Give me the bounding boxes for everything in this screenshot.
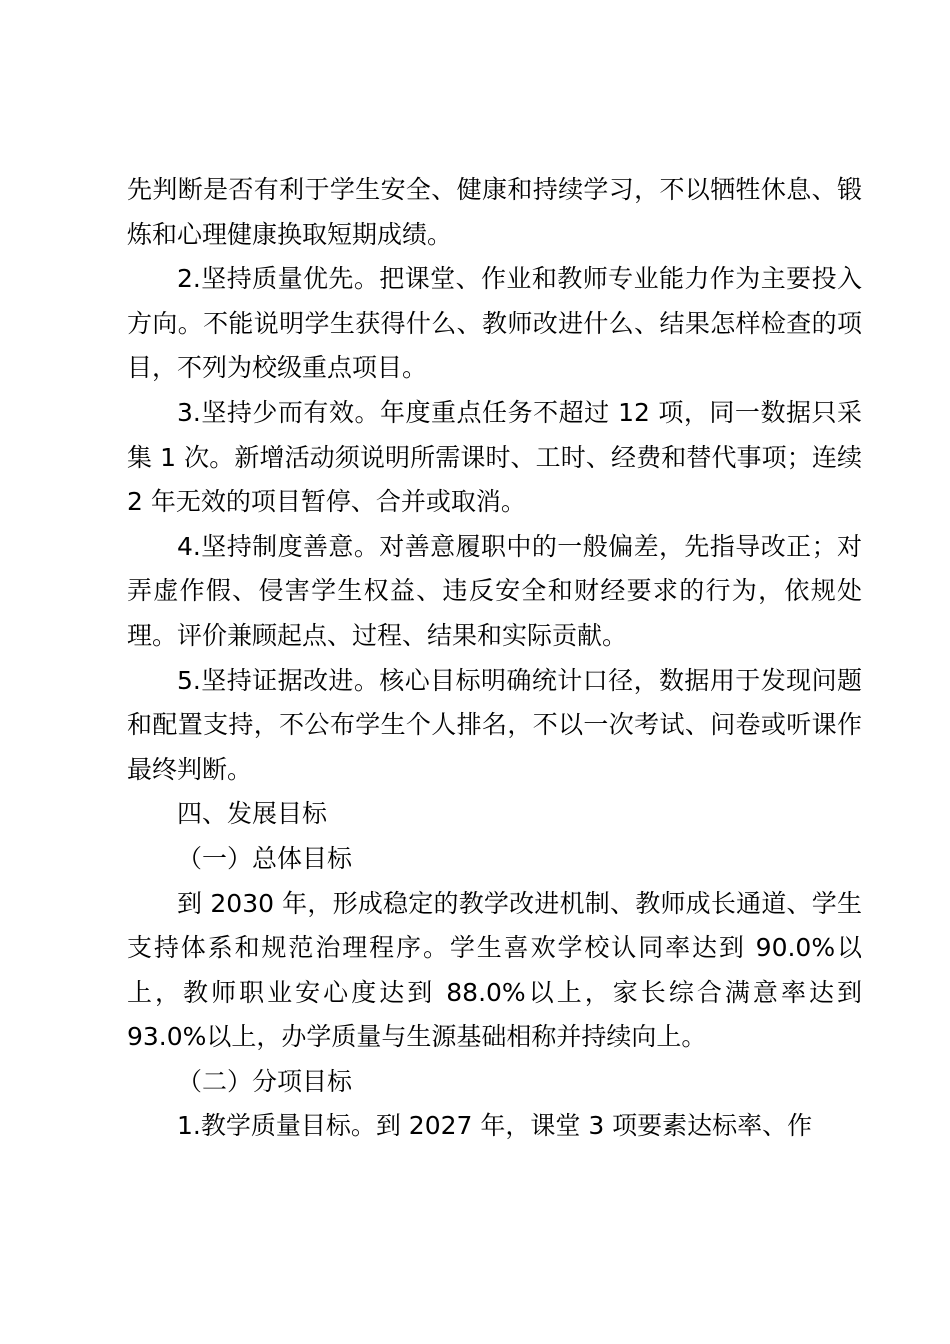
paragraph-overall-goal: 到 2030 年，形成稳定的教学改进机制、教师成长通道、学生支持体系和规范治理程序。学生喜欢学校认同率达到 90.0%以上，教师职业安心度达到 88.0%以上，家长综合满意率达到 93.0%以上，办学质量与生源基础相称并持续向上。 — [127, 888, 862, 1052]
section-heading-development-goals: 四、发展目标 — [177, 799, 328, 829]
paragraph-principle-3: 3.坚持少而有效。年度重点任务不超过 12 项，同一数据只采集 1 次。新增活动须说明所需课时、工时、经费和替代事项；连续 2 年无效的项目暂停、合并或取消。 — [127, 397, 862, 517]
document-body — [127, 168, 862, 1149]
subsection-heading-specific-goals: （二）分项目标 — [177, 1066, 353, 1096]
paragraph-continuation: 先判断是否有利于学生安全、健康和持续学习，不以牺牲休息、锻炼和心理健康换取短期成绩。 — [127, 175, 862, 249]
paragraph-principle-2: 2.坚持质量优先。把课堂、作业和教师专业能力作为主要投入方向。不能说明学生获得什么、教师改进什么、结果怎样检查的项目，不列为校级重点项目。 — [127, 264, 862, 383]
subsection-heading-overall-goal: （一）总体目标 — [177, 843, 353, 873]
paragraph-principle-4: 4.坚持制度善意。对善意履职中的一般偏差，先指导改正；对弄虚作假、侵害学生权益、违反安全和财经要求的行为，依规处理。评价兼顾起点、过程、结果和实际贡献。 — [127, 531, 862, 650]
paragraph-teaching-quality-goal: 1.教学质量目标。到 2027 年，课堂 3 项要素达标率、作 — [177, 1111, 813, 1141]
paragraph-principle-5: 5.坚持证据改进。核心目标明确统计口径，数据用于发现问题和配置支持，不公布学生个人排名，不以一次考试、问卷或听课作最终判断。 — [127, 665, 862, 784]
